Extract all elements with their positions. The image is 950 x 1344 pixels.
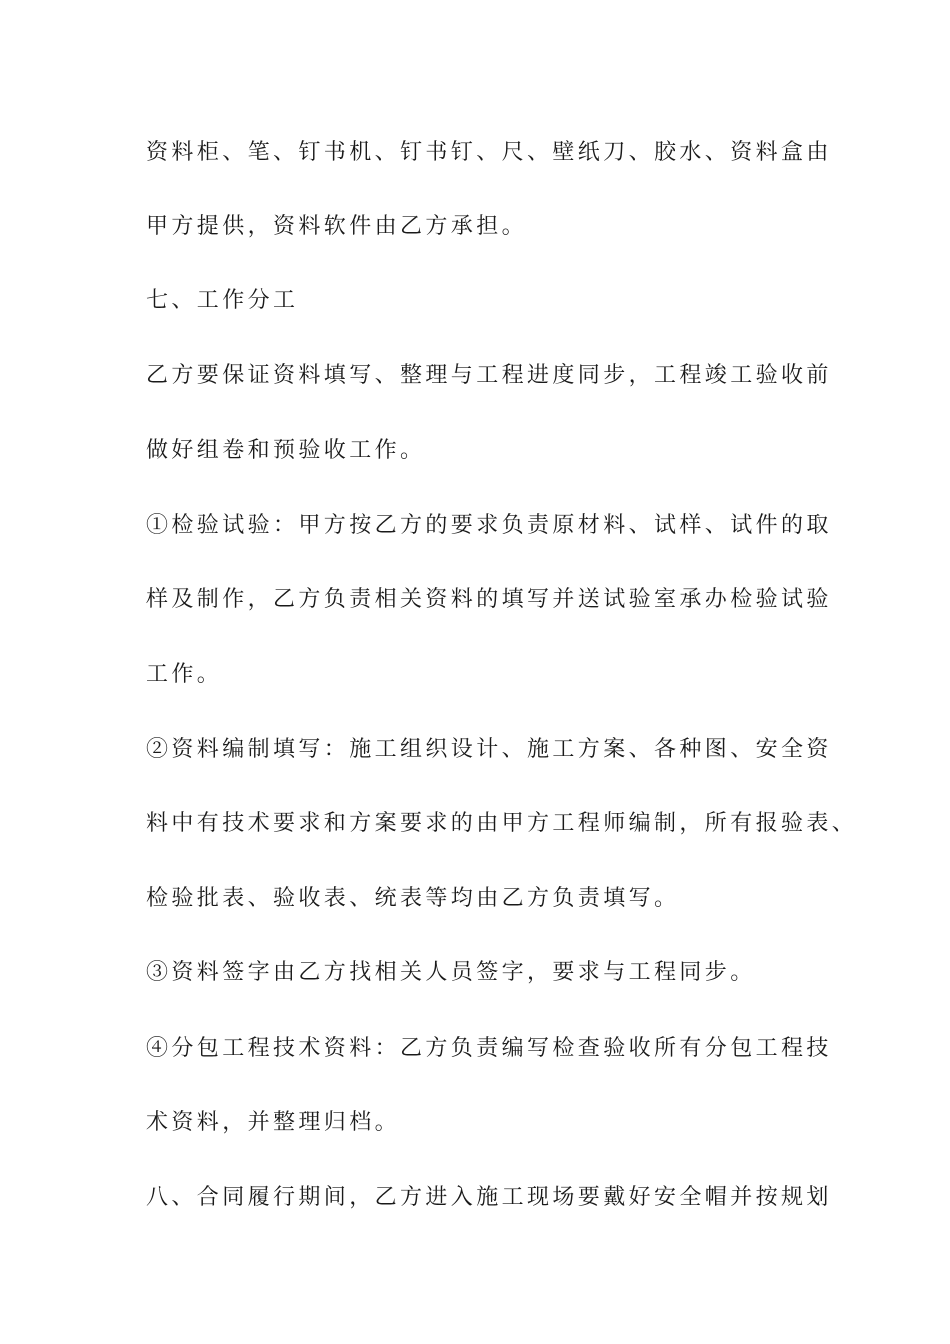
text-line: ③资料签字由乙方找相关人员签字，要求与工程同步。	[146, 960, 756, 985]
text-line: 资料柜、笔、钉书机、钉书钉、尺、壁纸刀、胶水、资料盒由	[146, 140, 832, 165]
text-line: 检验批表、验收表、统表等均由乙方负责填写。	[146, 886, 680, 911]
text-line: ②资料编制填写：施工组织设计、施工方案、各种图、安全资	[146, 737, 832, 762]
text-line: 料中有技术要求和方案要求的由甲方工程师编制，所有报验表、	[146, 811, 858, 836]
text-line: 做好组卷和预验收工作。	[146, 438, 426, 463]
text-line: ④分包工程技术资料：乙方负责编写检查验收所有分包工程技	[146, 1036, 832, 1061]
text-line: 甲方提供，资料软件由乙方承担。	[146, 214, 528, 239]
text-line: 工作。	[146, 662, 223, 687]
text-line: 术资料，并整理归档。	[146, 1110, 401, 1135]
text-line: 乙方要保证资料填写、整理与工程进度同步，工程竣工验收前	[146, 363, 832, 388]
text-line: 样及制作，乙方负责相关资料的填写并送试验室承办检验试验	[146, 587, 832, 612]
section-heading: 七、工作分工	[146, 288, 299, 313]
text-line: ①检验试验：甲方按乙方的要求负责原材料、试样、试件的取	[146, 513, 832, 538]
section-heading: 八、合同履行期间，乙方进入施工现场要戴好安全帽并按规划	[146, 1185, 832, 1210]
